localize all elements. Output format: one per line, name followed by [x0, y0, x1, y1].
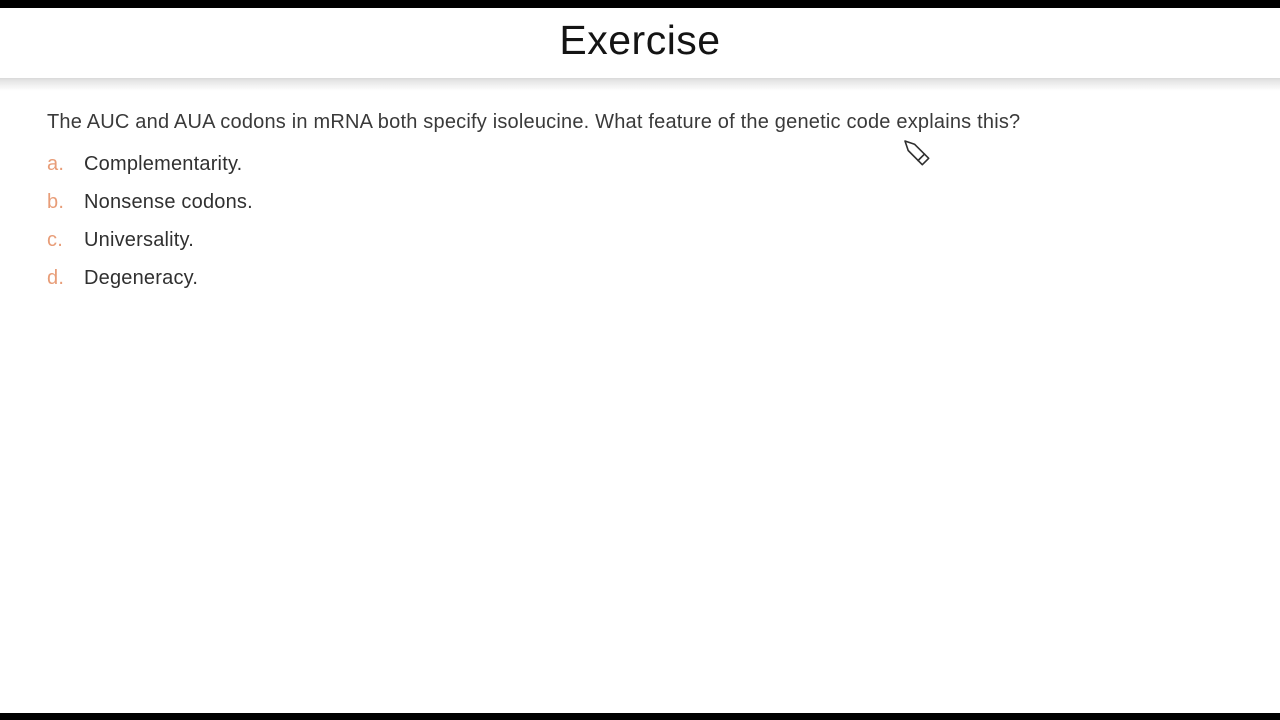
- answer-options-list: [47, 145, 1233, 297]
- option-letter: a.: [47, 153, 65, 175]
- option-text: Degeneracy.: [84, 267, 199, 289]
- letterbox-top-bar: [0, 0, 1280, 8]
- answer-option-a[interactable]: [47, 145, 1233, 183]
- answer-option-d[interactable]: [47, 259, 1233, 297]
- answer-option-b[interactable]: [47, 183, 1233, 221]
- letterbox-bottom-bar: [0, 713, 1280, 720]
- option-text: Universality.: [84, 229, 195, 251]
- slide-header: [0, 8, 1280, 78]
- header-divider: [0, 78, 1280, 92]
- option-text: Complementarity.: [84, 153, 243, 175]
- option-text: Nonsense codons.: [84, 191, 253, 213]
- option-letter: b.: [47, 191, 65, 213]
- option-letter: c.: [47, 229, 63, 251]
- page-title: Exercise: [559, 16, 721, 63]
- question-text: The AUC and AUA codons in mRNA both specify isoleucine. What feature of the genetic code explains this?: [47, 111, 1021, 133]
- option-letter: d.: [47, 267, 65, 289]
- slide-content: [0, 92, 1280, 297]
- answer-option-c[interactable]: [47, 221, 1233, 259]
